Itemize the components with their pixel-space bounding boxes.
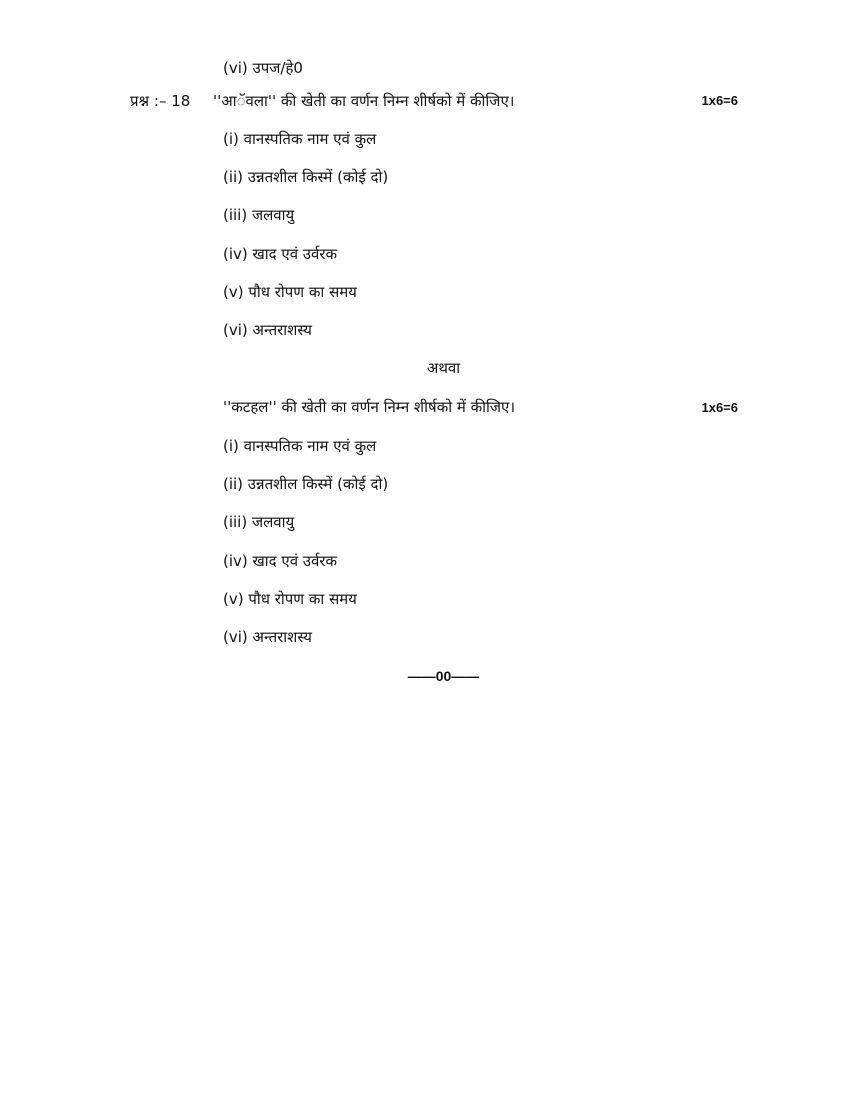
list-item: (vi) अन्तराशस्य	[223, 321, 312, 339]
list-item: (iv) खाद एवं उर्वरक	[223, 552, 338, 570]
list-item: (ii) उन्नतशील किस्में (कोई दो)	[223, 475, 389, 493]
list-item: (i) वानस्पतिक नाम एवं कुल	[223, 437, 377, 455]
list-item: (i) वानस्पतिक नाम एवं कुल	[223, 130, 377, 148]
list-item: (ii) उन्नतशील किस्में (कोई दो)	[223, 168, 389, 186]
list-item: (iv) खाद एवं उर्वरक	[223, 245, 338, 263]
end-marker: ——00——	[407, 668, 480, 684]
alternate-question-marks: 1x6=6	[701, 400, 738, 415]
or-divider: अथवा	[426, 359, 461, 377]
list-item: (v) पौध रोपण का समय	[223, 283, 357, 301]
list-item: (v) पौध रोपण का समय	[223, 590, 357, 608]
list-item: (vi) अन्तराशस्य	[223, 628, 312, 646]
list-item: (iii) जलवायु	[223, 513, 295, 531]
previous-question-item: (vi) उपज/हे0	[223, 59, 303, 77]
question-text: ''आॅवला'' की खेती का वर्णन निम्न शीर्षको में कीजिए।	[213, 92, 515, 110]
question-number: प्रश्न :– 18	[130, 92, 191, 110]
alternate-question-text: ''कटहल'' की खेती का वर्णन निम्न शीर्षको में कीजिए।	[223, 398, 516, 416]
question-marks: 1x6=6	[701, 93, 738, 108]
list-item: (iii) जलवायु	[223, 206, 295, 224]
